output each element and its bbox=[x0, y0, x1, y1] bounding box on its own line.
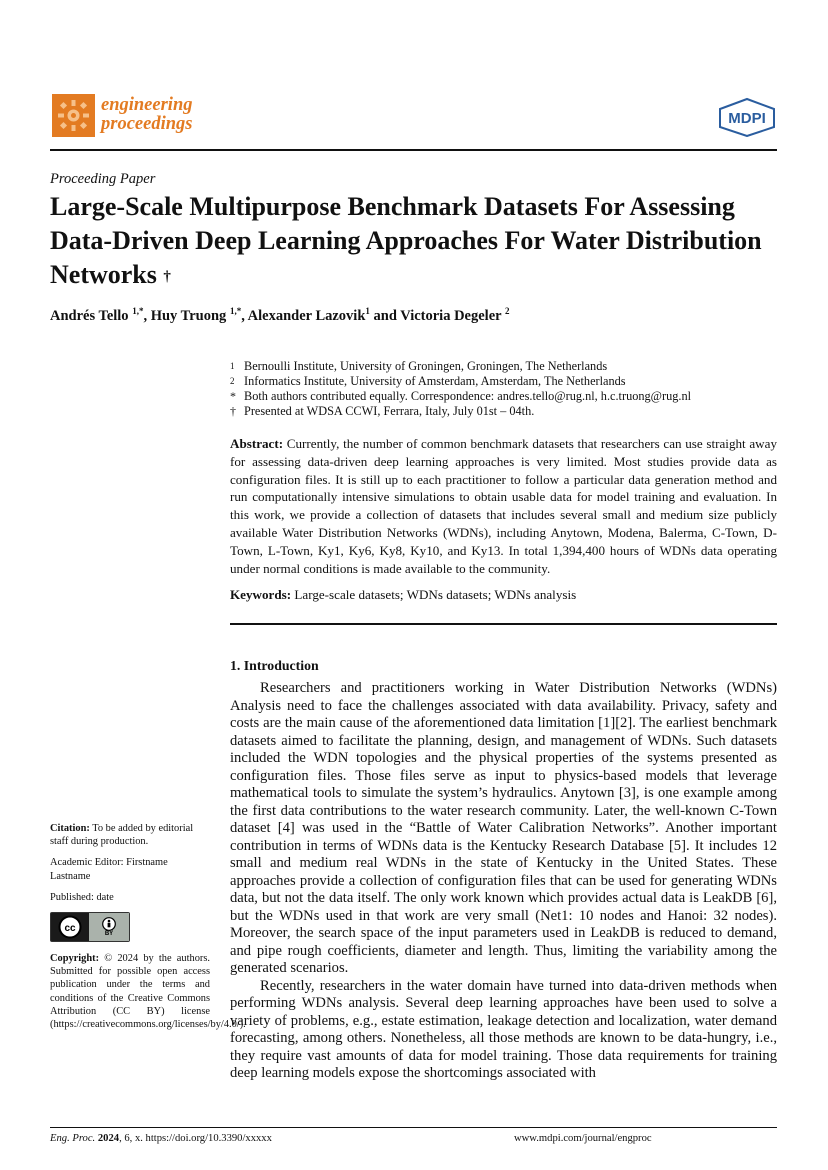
copyright-block bbox=[50, 952, 246, 1031]
paper-type: Proceeding Paper bbox=[50, 171, 156, 187]
affiliation-item bbox=[230, 404, 790, 419]
author-name: Huy Truong bbox=[150, 307, 227, 324]
author-sup: 1,* bbox=[132, 306, 144, 316]
cc-license-badge[interactable] bbox=[50, 912, 130, 942]
journal-name-line1: engineering bbox=[101, 95, 193, 115]
footer-divider bbox=[50, 1127, 777, 1128]
keywords bbox=[230, 587, 777, 603]
affiliation-text: Presented at WDSA CCWI, Ferrara, Italy, July 01st – 04th. bbox=[244, 404, 535, 418]
paper-title-text: Large-Scale Multipurpose Benchmark Datasets For Assessing Data-Driven Deep Learning Approaches For Water Distribution Networks bbox=[50, 192, 762, 289]
paragraph: Recently, researchers in the water domain have turned into data-driven methods when performing WDNs analysis. Several deep learning approaches have been used to solve a variety of problems, e.g., estate estimation, leakage detection and localization, water demand forecasting, among others. Nonetheless, all those methods are known to be data-hungry, i.e., they require vast amounts of data for model training. Those data requirements for training deep learning models expose the shortcomings associated with bbox=[230, 977, 777, 1081]
author-list bbox=[50, 306, 509, 325]
sidebar bbox=[50, 822, 246, 1039]
journal-logo-icon bbox=[52, 94, 95, 137]
affiliation-mark: 2 bbox=[230, 376, 235, 386]
affiliation-text: Bernoulli Institute, University of Groningen, Groningen, The Netherlands bbox=[244, 359, 608, 373]
citation-text: To be added by editorial staff during production. bbox=[50, 823, 194, 848]
cc-by-section bbox=[89, 913, 129, 941]
academic-editor: Academic Editor: Firstname Lastname bbox=[50, 857, 168, 882]
cc-icon bbox=[51, 913, 89, 941]
cc-by-label: BY bbox=[104, 930, 114, 937]
svg-text:MDPI: MDPI bbox=[728, 110, 766, 127]
abstract-divider bbox=[230, 623, 777, 625]
author-sup: 1,* bbox=[229, 306, 242, 316]
svg-text:cc: cc bbox=[64, 923, 76, 935]
affiliation-text: Informatics Institute, University of Amsterdam, Amsterdam, The Netherlands bbox=[244, 374, 626, 388]
footer-website-link[interactable]: www.mdpi.com/journal/engproc bbox=[514, 1133, 652, 1144]
author-separator: , bbox=[143, 307, 151, 324]
affiliation-item bbox=[230, 374, 790, 389]
footer-citation bbox=[50, 1133, 272, 1144]
journal-name bbox=[101, 96, 192, 134]
footer-year: 2024 bbox=[97, 1133, 120, 1144]
journal-name-line2: proceedings bbox=[101, 114, 193, 134]
mdpi-logo-icon bbox=[716, 97, 778, 142]
author-sup: 2 bbox=[504, 306, 510, 316]
affiliation-item bbox=[230, 359, 790, 374]
abstract-label: Abstract: bbox=[230, 436, 284, 451]
author-separator: , bbox=[241, 307, 248, 324]
citation-block bbox=[50, 822, 210, 848]
author-name: Victoria Degeler bbox=[400, 307, 502, 324]
author-separator: and bbox=[369, 307, 401, 324]
header-divider bbox=[50, 149, 777, 151]
affiliation-mark: 1 bbox=[230, 361, 235, 371]
footer-journal: Eng. Proc. bbox=[50, 1133, 96, 1144]
affiliation-text: Both authors contributed equally. Correspondence: andres.tello@rug.nl, h.c.truong@rug.nl bbox=[244, 389, 692, 403]
author-name: Andrés Tello bbox=[50, 307, 129, 324]
affiliation-mark: † bbox=[230, 404, 236, 418]
copyright-text: © 2024 by the authors. Submitted for possible open access publication under the terms and conditions of the Creative Commons Attribution (CC BY) license (https://creativecommons.org/licenses/by/4.0/). bbox=[50, 953, 246, 1031]
footer-doi[interactable]: , 6, x. https://doi.org/10.3390/xxxxx bbox=[119, 1133, 272, 1144]
citation-label: Citation: bbox=[50, 823, 90, 834]
keywords-label: Keywords: bbox=[230, 587, 292, 602]
affiliation-mark: * bbox=[230, 389, 236, 403]
copyright-label: Copyright: bbox=[50, 953, 100, 965]
section-heading: 1. Introduction bbox=[230, 658, 319, 673]
paper-title-mark: † bbox=[163, 269, 171, 285]
author-name: Alexander Lazovik bbox=[247, 307, 366, 324]
author-sup: 1 bbox=[365, 306, 370, 316]
abstract bbox=[230, 435, 777, 577]
paragraph: Researchers and practitioners working in Water Distribution Networks (WDNs) Analysis need to face the challenges associated with data availability. Privacy, safety and costs are the main cause of the aforementioned data limitation [1][2]. The earliest benchmark datasets aimed to facilitate the planning, design, and management of WDNs. Such datasets included the WDN topologies and the physical properties of the systems presented as configuration files. Those files serve as input to physics-based models that leverage mathematical tools to simulate the system’s hydraulics. Anytown [3], is one example among the first data contributions to the water research community. Later, the well-known C-Town dataset [4] was used in the “Battle of Water Calibration Networks”. Another important contribution in terms of WDNs data is the Kentucky Research Database [5]. It includes 12 small and medium real WDNs in the state of Kentucky in the United States. These approaches provide a collection of configuration files that can be used for generating WDNs data, but not the data itself. The only work known which provides actual data is LeakDB [6], but the WDNs used in that work are very small (Net1: 10 nodes and Hanoi: 32 nodes). Moreover, the search space of the input parameters used in LeakDB is reduced to demand, and pipe rough coefficients, diameter and length. Thus, limiting the variability among the generated scenarios. bbox=[230, 680, 777, 976]
person-icon bbox=[102, 917, 116, 931]
paper-title bbox=[50, 190, 790, 292]
published-date: Published: date bbox=[50, 891, 114, 903]
body-text bbox=[230, 680, 777, 1083]
affiliation-list bbox=[230, 359, 790, 419]
affiliation-item bbox=[230, 389, 790, 404]
keywords-text: Large-scale datasets; WDNs datasets; WDNs analysis bbox=[294, 587, 577, 602]
abstract-text: Currently, the number of common benchmark datasets that researchers can use straight away for assessing data-driven deep learning approaches is very limited. Most studies provide data as configuration files. It is still up to each practitioner to follow a particular data generation method and run computationally intensive simulations to obtain usable data for model training and evaluation. In this work, we provide a collection of datasets that includes several small and medium size publicly available Water Distribution Networks (WDNs), including Anytown, Modena, Balerma, C-Town, D-Town, L-Town, Ky1, Ky6, Ky8, Ky10, and Ky13. In total 1,394,400 hours of WDNs data operating under normal conditions is made available to the community. bbox=[230, 436, 777, 576]
